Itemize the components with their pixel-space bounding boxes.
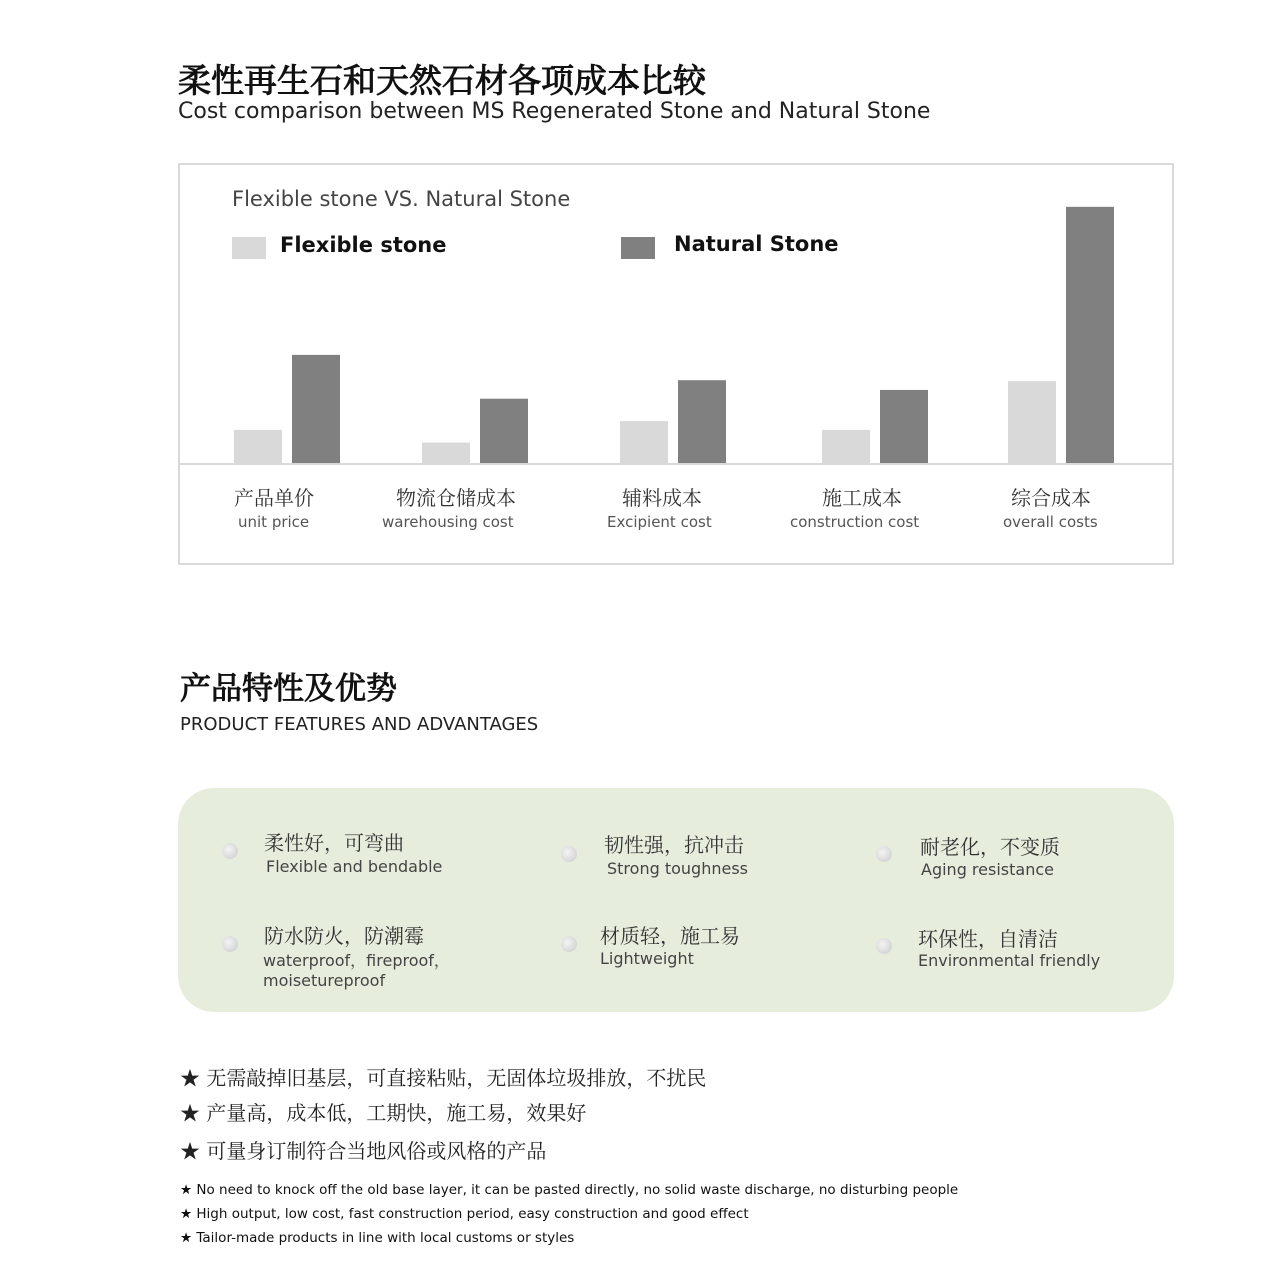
category-label-en: unit price xyxy=(238,513,310,531)
feature-subtitle: Strong toughness xyxy=(607,859,748,878)
category-label-en: warehousing cost xyxy=(382,513,514,531)
category-label-cn: 综合成本 xyxy=(1011,486,1091,510)
feature-subtitle: Environmental friendly xyxy=(918,951,1101,970)
category-label-cn: 产品单价 xyxy=(234,486,314,510)
feature-bullet-icon xyxy=(222,843,238,859)
advantage-item-cn: ★ 无需敲掉旧基层，可直接粘贴，无固体垃圾排放，不扰民 xyxy=(180,1066,707,1090)
category-label-en: construction cost xyxy=(790,513,920,531)
feature-subtitle: Flexible and bendable xyxy=(266,857,443,876)
bar-flexible-0 xyxy=(234,430,282,463)
feature-bullet-icon xyxy=(222,936,238,952)
bar-natural-4 xyxy=(1066,207,1114,463)
advantage-item-en: ★ High output, low cost, fast construction period, easy construction and good effect xyxy=(180,1206,749,1222)
category-label-en: Excipient cost xyxy=(607,513,712,531)
legend-label-flexible: Flexible stone xyxy=(280,233,447,257)
page-title-cn: 柔性再生石和天然石材各项成本比较 xyxy=(178,61,706,100)
feature-bullet-icon xyxy=(561,846,577,862)
bar-natural-2 xyxy=(678,380,726,463)
section-title-en: PRODUCT FEATURES AND ADVANTAGES xyxy=(180,714,539,735)
feature-subtitle: Lightweight xyxy=(600,949,694,968)
feature-title: 防水防火，防潮霉 xyxy=(264,924,424,948)
feature-title: 韧性强，抗冲击 xyxy=(604,833,744,857)
chart-subtitle: Flexible stone VS. Natural Stone xyxy=(232,187,571,211)
category-label-cn: 施工成本 xyxy=(822,486,902,510)
bar-flexible-4 xyxy=(1008,381,1056,463)
feature-title: 材质轻，施工易 xyxy=(600,924,740,948)
bar-flexible-3 xyxy=(822,430,870,463)
bar-flexible-2 xyxy=(620,421,668,463)
category-label-cn: 物流仓储成本 xyxy=(396,486,516,510)
feature-title: 环保性，自清洁 xyxy=(918,927,1058,951)
bar-natural-0 xyxy=(292,355,340,463)
feature-subtitle: Aging resistance xyxy=(921,860,1054,879)
feature-title: 柔性好，可弯曲 xyxy=(264,831,404,855)
feature-subtitle: waterproof，fireproof， xyxy=(263,951,450,970)
bar-natural-3 xyxy=(880,390,928,463)
feature-bullet-icon xyxy=(876,938,892,954)
feature-bullet-icon xyxy=(876,846,892,862)
legend-label-natural: Natural Stone xyxy=(674,232,839,256)
category-label-en: overall costs xyxy=(1003,513,1098,531)
advantage-item-cn: ★ 可量身订制符合当地风俗或风格的产品 xyxy=(180,1139,547,1163)
advantage-item-en: ★ Tailor-made products in line with local customs or styles xyxy=(180,1230,575,1246)
feature-title: 耐老化，不变质 xyxy=(920,835,1060,859)
advantage-item-en: ★ No need to knock off the old base layer, it can be pasted directly, no solid waste discharge, no disturbing people xyxy=(180,1182,959,1198)
bar-flexible-1 xyxy=(422,443,470,463)
feature-bullet-icon xyxy=(561,936,577,952)
advantage-item-cn: ★ 产量高，成本低，工期快，施工易，效果好 xyxy=(180,1101,587,1125)
category-label-cn: 辅料成本 xyxy=(622,486,702,510)
feature-subtitle-line2: moisetureproof xyxy=(263,971,386,990)
page-title-en: Cost comparison between MS Regenerated Stone and Natural Stone xyxy=(178,99,931,124)
section-title-cn: 产品特性及优势 xyxy=(180,671,397,707)
bar-natural-1 xyxy=(480,399,528,463)
